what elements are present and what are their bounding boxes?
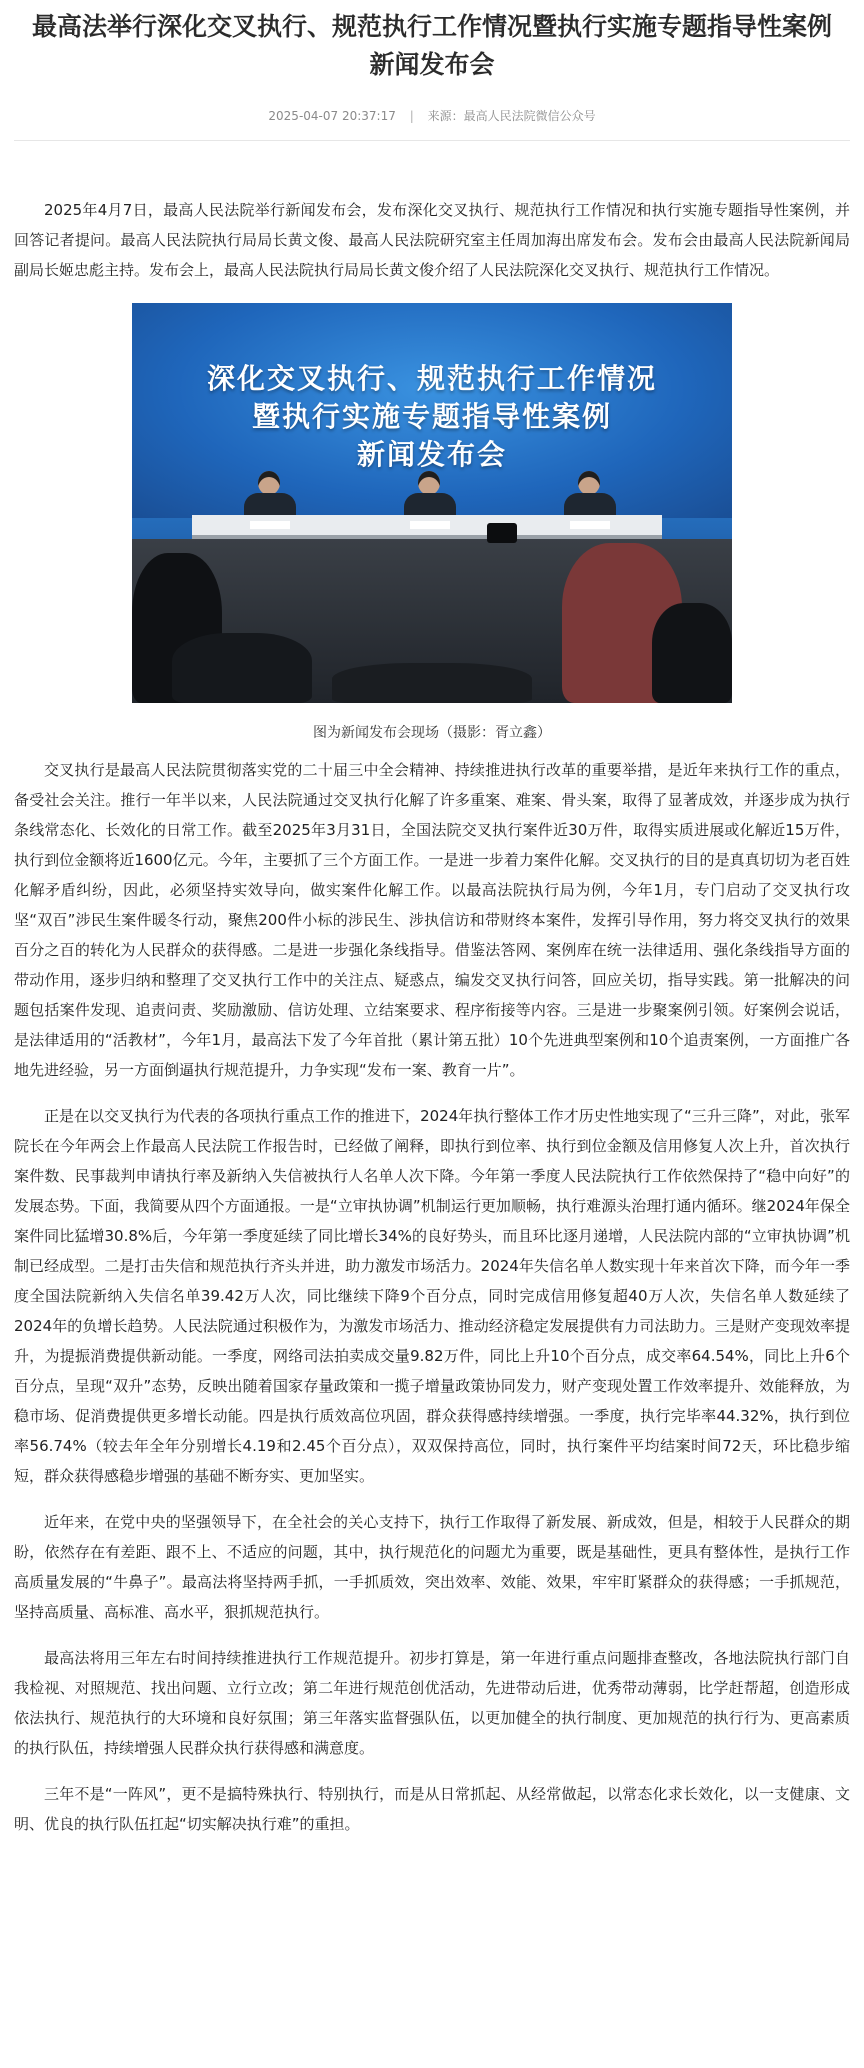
backdrop-text-line: 深化交叉执行、规范执行工作情况	[206, 362, 657, 395]
paragraph: 三年不是“一阵风”，更不是搞特殊执行、特别执行，而是从日常抓起、从经常做起，以常态化求长效化，以一支健康、文明、优良的执行队伍扛起“切实解决执行难”的重担。	[14, 1785, 850, 1833]
paragraph: 交叉执行是最高人民法院贯彻落实党的二十届三中全会精神、持续推进执行改革的重要举措，是近年来执行工作的重点，备受社会关注。推行一年半以来，人民法院通过交叉执行化解了许多重案、难案、骨头案，取得了显著成效，并逐步成为执行条线常态化、长效化的日常工作。截至2025年3月31日，全国法院交叉执行案件近30万件，取得实质进展或化解近15万件，执行到位金额将近1600亿元。今年，主要抓了三个方面工作。一是进一步着力案件化解。交叉执行的目的是真真切切为老百姓化解矛盾纠纷，因此，必须坚持实效导向，做实案件化解工作。以最高法院执行局为例，今年1月，专门启动了交叉执行攻坚“双百”涉民生案件暖冬行动，聚焦200件小标的涉民生、涉执信访和带财终本案件，发挥引导作用，努力将交叉执行的效果百分之百的转化为人民群众的获得感。二是进一步强化条线指导。借鉴法答网、案例库在统一法律适用、强化条线指导方面的带动作用，逐步归纳和整理了交叉执行工作中的关注点、疑惑点，编发交叉执行问答，回应关切，指导实践。第一批解决的问题包括案件发现、追责问责、奖励激励、信访处理、立结案要求、程序衔接等内容。三是进一步聚案例引领。好案例会说话，是法律适用的“活教材”，今年1月，最高法下发了今年首批（累计第五批）10个先进典型案例和10个追责案例，一方面推广各地先进经验，另一方面倒逼执行规范提升，力争实现“发布一案、教育一片”。	[14, 761, 850, 1079]
backdrop-text-line: 新闻发布会	[356, 438, 507, 471]
press-conference-photo	[132, 303, 732, 703]
camera-silhouette	[487, 523, 517, 543]
news-photo-figure	[132, 303, 732, 745]
article	[14, 0, 850, 1839]
paragraph: 2025年4月7日，最高人民法院举行新闻发布会，发布深化交叉执行、规范执行工作情况和执行实施专题指导性案例，并回答记者提问。最高人民法院执行局局长黄文俊、最高人民法院研究室主任周加海出席发布会。发布会由最高人民法院新闻局副局长姬忠彪主持。发布会上，最高人民法院执行局局长黄文俊介绍了人民法院深化交叉执行、规范执行工作情况。	[14, 201, 850, 279]
backdrop-text-line: 暨执行实施专题指导性案例	[251, 400, 612, 433]
meta-separator: |	[409, 109, 414, 123]
audience-silhouette	[332, 663, 532, 703]
paragraph: 近年来，在党中央的坚强领导下，在全社会的关心支持下，执行工作取得了新发展、新成效，但是，相较于人民群众的期盼，依然存在有差距、跟不上、不适应的问题，其中，执行规范化的问题尤为重要，既是基础性，更具有整体性，是执行工作高质量发展的“牛鼻子”。最高法将坚持两手抓，一手抓质效，突出效率、效能、效果，牢牢盯紧群众的获得感；一手抓规范，坚持高质量、高标准、高水平，狠抓规范执行。	[14, 1513, 850, 1621]
speaker-figure	[242, 471, 298, 519]
article-source: 来源：最高人民法院微信公众号	[427, 109, 596, 123]
speaker-figure	[402, 471, 458, 519]
name-plate	[410, 521, 450, 529]
publish-date: 2025-04-07 20:37:17	[268, 109, 396, 123]
article-title: 最高法举行深化交叉执行、规范执行工作情况暨执行实施专题指导性案例新闻发布会	[31, 12, 832, 79]
name-plate	[570, 521, 610, 529]
audience-silhouette	[172, 633, 312, 703]
article-body	[14, 195, 850, 1839]
header-divider	[14, 140, 850, 141]
speaker-figure	[562, 471, 618, 519]
photo-caption: 图为新闻发布会现场（摄影：胥立鑫）	[313, 725, 551, 741]
paragraph: 最高法将用三年左右时间持续推进执行工作规范提升。初步打算是，第一年进行重点问题排查整改，各地法院执行部门自我检视、对照规范、找出问题、立行立改；第二年进行规范创优活动，先进带动后进，优秀带动薄弱，比学赶帮超，创造形成依法执行、规范执行的大环境和良好氛围；第三年落实监督强队伍，以更加健全的执行制度、更加规范的执行行为、更高素质的执行队伍，持续增强人民群众执行获得感和满意度。	[14, 1649, 850, 1757]
article-meta	[14, 106, 850, 126]
name-plate	[250, 521, 290, 529]
audience-silhouette	[652, 603, 732, 703]
paragraph: 正是在以交叉执行为代表的各项执行重点工作的推进下，2024年执行整体工作才历史性地实现了“三升三降”，对此，张军院长在今年两会上作最高人民法院工作报告时，已经做了阐释，即执行到位率、执行到位金额及信用修复人次上升，首次执行案件数、民事裁判申请执行率及新纳入失信被执行人名单人次下降。今年第一季度人民法院执行工作依然保持了“稳中向好”的发展态势。下面，我简要从四个方面通报。一是“立审执协调”机制运行更加顺畅，执行难源头治理打通内循环。继2024年保全案件同比猛增30.8%后，今年第一季度延续了同比增长34%的良好势头，而且环比逐月递增，人民法院内部的“立审执协调”机制已经成型。二是打击失信和规范执行齐头并进，助力激发市场活力。2024年失信名单人数实现十年来首次下降，而今年一季度全国法院新纳入失信名单39.42万人次，同比继续下降9个百分点，同时完成信用修复超40万人次，失信名单人数延续了2024年的负增长趋势。人民法院通过积极作为，为激发市场活力、推动经济稳定发展提供有力司法助力。三是财产变现效率提升，为提振消费提供新动能。一季度，网络司法拍卖成交量9.82万件，同比上升10个百分点，成交率64.54%，同比上升6个百分点，呈现“双升”态势，反映出随着国家存量政策和一揽子增量政策协同发力，财产变现处置工作效率提升、效能释放，为稳市场、促消费提供更多增长动能。四是执行质效高位巩固，群众获得感持续增强。一季度，执行完毕率44.32%，执行到位率56.74%（较去年全年分别增长4.19和2.45个百分点），双双保持高位，同时，执行案件平均结案时间72天，环比稳步缩短，群众获得感稳步增强的基础不断夯实、更加坚实。	[14, 1107, 850, 1485]
